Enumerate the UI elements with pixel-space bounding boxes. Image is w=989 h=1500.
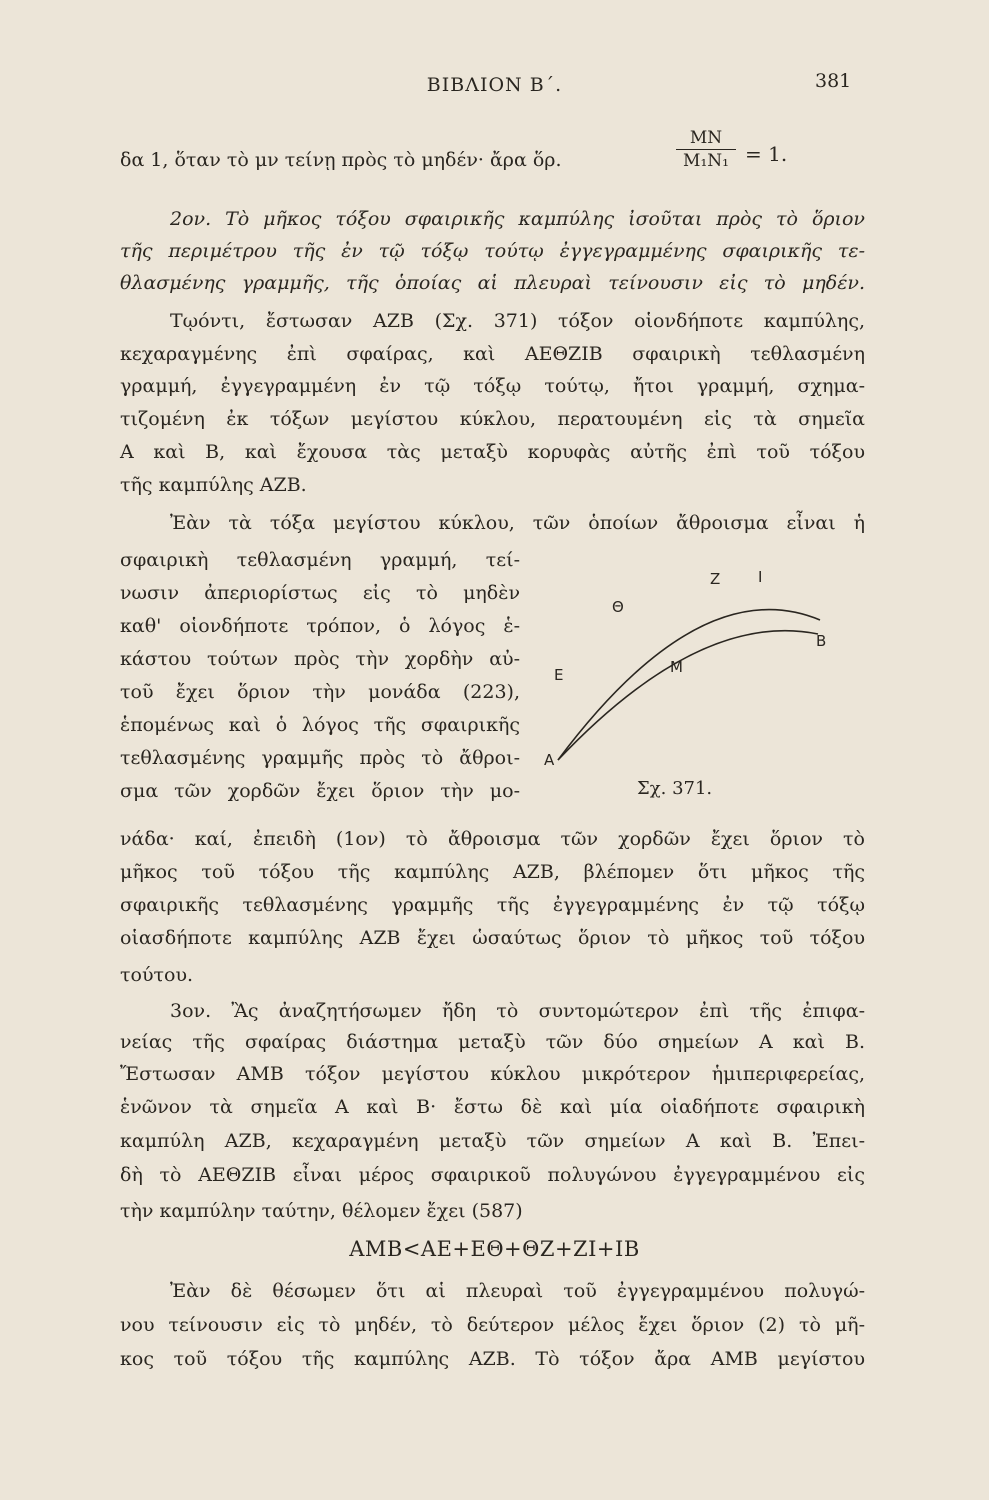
theorem-line: 2ον. Τὸ μῆκος τόξου σφαιρικῆς καμπύλης ἰσοῦται πρὸς τὸ ὅριον	[170, 208, 865, 230]
label-theta: Θ	[612, 598, 624, 616]
text-line: τὴν καμπύλην ταύτην, θέλομεν ἔχει (587)	[120, 1200, 523, 1222]
text-line: νείας τῆς σφαίρας διάστημα μεταξὺ τῶν δύο σημείων Α καὶ Β.	[120, 1031, 865, 1053]
text-line: γραμμή, ἐγγεγραμμένη ἐν τῷ τόξῳ τούτῳ, ἤτοι γραμμή, σχημα-	[120, 375, 865, 397]
text-line: νου τείνουσιν εἰς τὸ μηδέν, τὸ δεύτερον μέλος ἔχει ὅριον (2) τὸ μῆ-	[120, 1314, 865, 1336]
text-line: νάδα· καί, ἐπειδὴ (1ον) τὸ ἄθροισμα τῶν χορδῶν ἔχει ὅριον τὸ	[120, 828, 865, 850]
text-line: τούτου.	[120, 964, 194, 986]
figure-caption: Σχ. 371.	[637, 778, 713, 799]
text-line: Ἐὰν τὰ τόξα μεγίστου κύκλου, τῶν ὁποίων ἄθροισμα εἶναι ἡ	[170, 512, 865, 534]
arc-amb	[558, 631, 818, 760]
text-line: Τῳόντι, ἔστωσαν ΑΖΒ (Σχ. 371) τόξον οἱονδήποτε καμπύλης,	[170, 310, 865, 332]
fraction-numerator: MN	[676, 128, 736, 150]
label-i: I	[758, 568, 763, 586]
text-line: σφαιρικῆς τεθλασμένης γραμμῆς τῆς ἐγγεγραμμένης ἐν τῷ τόξῳ	[120, 894, 865, 916]
text-line-narrow: κάστου τούτων πρὸς τὴν χορδὴν αὐ-	[120, 648, 520, 670]
text-line: Ἐὰν δὲ θέσωμεν ὅτι αἱ πλευραὶ τοῦ ἐγγεγραμμένου πολυγώ-	[170, 1280, 865, 1302]
inequality-formula: AMB<AE+EΘ+ΘZ+ZI+IB	[349, 1237, 640, 1261]
text-line: τιζομένη ἐκ τόξων μεγίστου κύκλου, περατουμένη εἰς τὰ σημεῖα	[120, 408, 865, 430]
text-line: δὴ τὸ ΑΕΘΖΙΒ εἶναι μέρος σφαιρικοῦ πολυγώνου ἐγγεγραμμένου εἰς	[120, 1164, 865, 1186]
equals-one: = 1.	[745, 142, 788, 166]
text-line-narrow: σφαιρικὴ τεθλασμένη γραμμή, τεί-	[120, 549, 520, 571]
text-line: οἱασδήποτε καμπύλης ΑΖΒ ἔχει ὡσαύτως ὅριον τὸ μῆκος τοῦ τόξου	[120, 927, 865, 949]
text-line-narrow: τεθλασμένης γραμμῆς πρὸς τὸ ἄθροι-	[120, 747, 520, 769]
text-line: τῆς καμπύλης ΑΖΒ.	[120, 474, 307, 496]
text-line: κος τοῦ τόξου τῆς καμπύλης ΑΖΒ. Τὸ τόξον ἄρα ΑΜΒ μεγίστου	[120, 1348, 865, 1370]
page-number: 381	[815, 70, 852, 92]
label-a: A	[544, 751, 555, 769]
text-line: 3ον. Ἂς ἀναζητήσωμεν ἤδη τὸ συντομώτερον ἐπὶ τῆς ἐπιφα-	[170, 1000, 865, 1022]
text-line-narrow: τοῦ ἔχει ὅριον τὴν μονάδα (223),	[120, 681, 520, 703]
label-z: Z	[710, 570, 721, 588]
running-header: ΒΙΒΛΙΟΝ Β΄.	[426, 74, 563, 96]
text-line-narrow: καθ' οἱονδήποτε τρόπον, ὁ λόγος ἑ-	[120, 615, 520, 637]
ratio-fraction	[676, 128, 736, 171]
text-line: Ἔστωσαν ΑΜΒ τόξον μεγίστου κύκλου μικρότερον ἡμιπεριφερείας,	[120, 1063, 865, 1085]
label-m: M	[670, 658, 683, 676]
text-line-narrow: σμα τῶν χορδῶν ἔχει ὅριον τὴν μο-	[120, 780, 520, 802]
text-line-narrow: ἑπομένως καὶ ὁ λόγος τῆς σφαιρικῆς	[120, 714, 520, 736]
label-e: E	[554, 666, 564, 684]
fraction-denominator: M₁N₁	[683, 151, 729, 171]
curve-azb	[558, 610, 820, 760]
top-line-text: δα 1, ὅταν τὸ μν τείνῃ πρὸς τὸ μηδέν· ἄρα ὅρ.	[120, 149, 562, 171]
theorem-line: τῆς περιμέτρου τῆς ἐν τῷ τόξῳ τούτῳ ἐγγεγραμμένης σφαιρικῆς τε-	[120, 240, 865, 262]
text-line: Α καὶ Β, καὶ ἔχουσα τὰς μεταξὺ κορυφὰς αὐτῆς ἐπὶ τοῦ τόξου	[120, 441, 865, 463]
text-line-narrow: νωσιν ἀπεριορίστως εἰς τὸ μηδὲν	[120, 582, 520, 604]
text-line: μῆκος τοῦ τόξου τῆς καμπύλης ΑΖΒ, βλέπομεν ὅτι μῆκος τῆς	[120, 861, 865, 883]
text-line: ἑνῶνον τὰ σημεῖα Α καὶ Β· ἔστω δὲ καὶ μία οἱαδήποτε σφαιρικὴ	[120, 1096, 865, 1118]
text-line: κεχαραγμένης ἐπὶ σφαίρας, καὶ ΑΕΘΖΙΒ σφαιρικὴ τεθλασμένη	[120, 343, 865, 365]
theorem-line: θλασμένης γραμμῆς, τῆς ὁποίας αἱ πλευραὶ τείνουσιν εἰς τὸ μηδέν.	[120, 272, 865, 294]
label-b: B	[816, 632, 827, 650]
text-line: καμπύλη ΑΖΒ, κεχαραγμένη μεταξὺ τῶν σημείων Α καὶ Β. Ἐπει-	[120, 1130, 865, 1152]
figure-371-diagram	[530, 560, 870, 770]
